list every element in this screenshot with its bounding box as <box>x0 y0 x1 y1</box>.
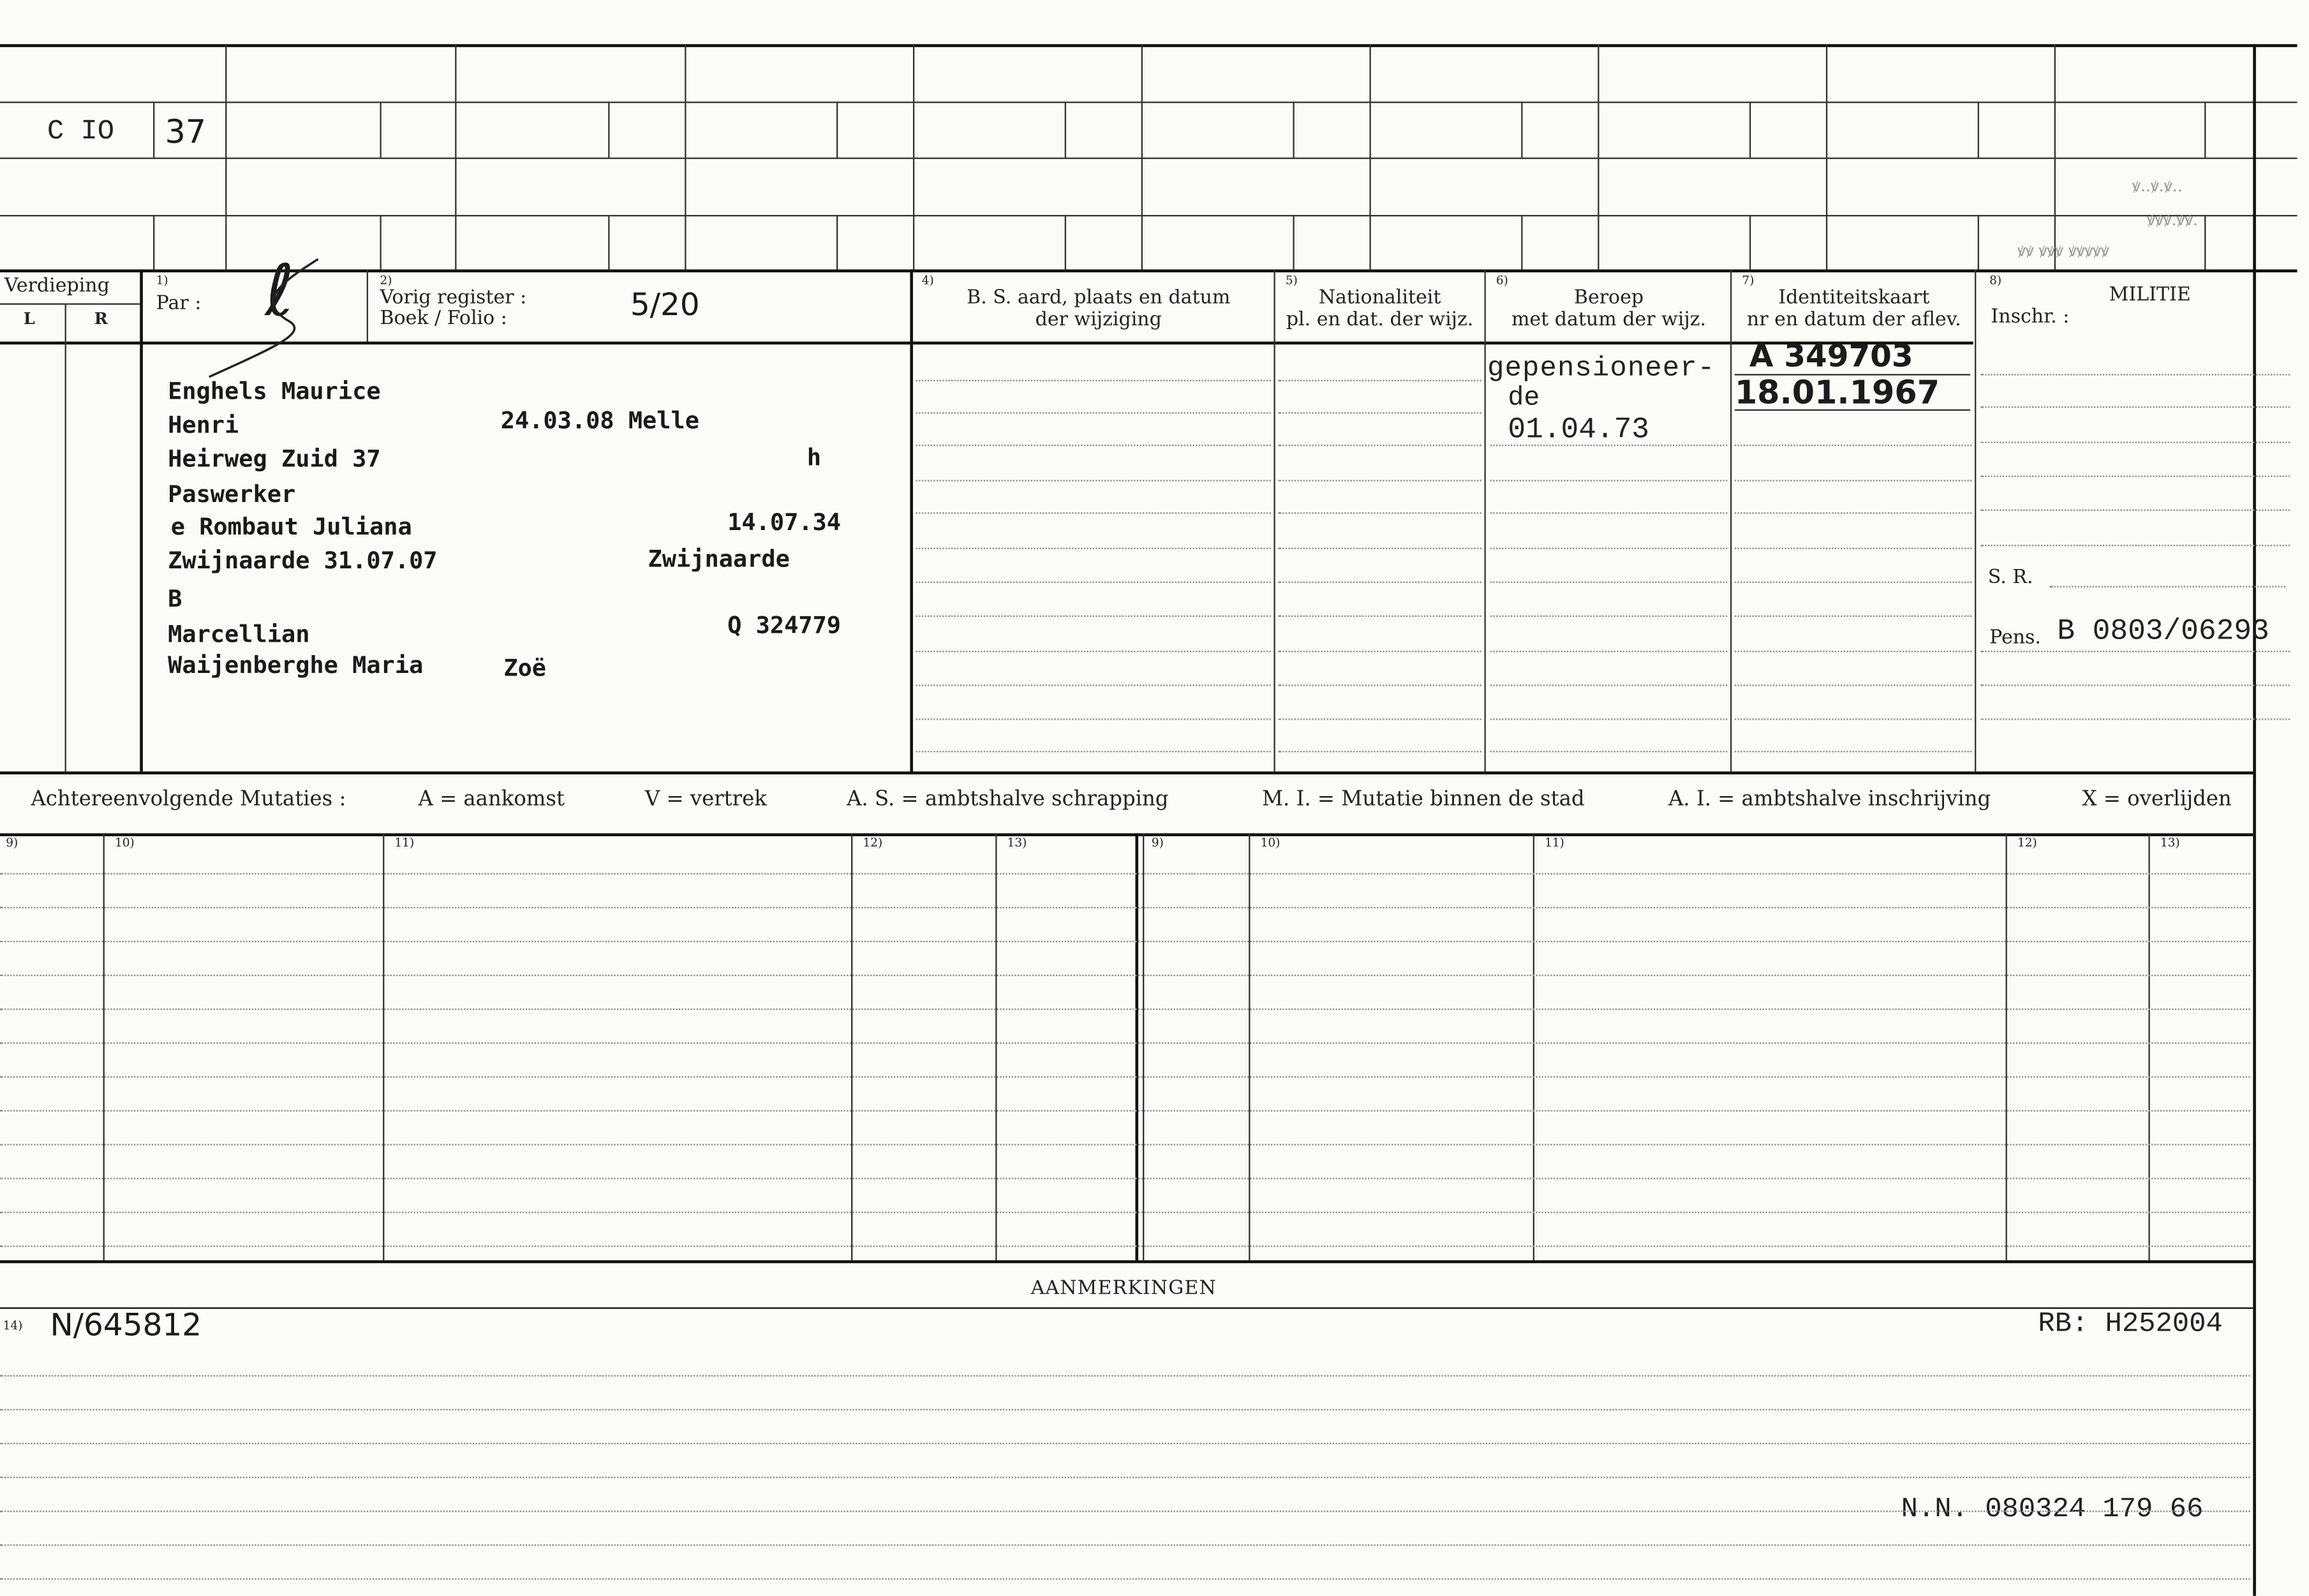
grid-divider <box>1273 269 1275 771</box>
grid-divider <box>153 101 154 158</box>
legend-ai: A. I. = ambtshalve inschrijving <box>1668 787 1991 811</box>
marriage-date: 14.07.34 <box>727 508 842 536</box>
mutatie-row-line <box>0 1246 2250 1247</box>
mutatie-divider <box>383 833 384 1260</box>
entry-line <box>1980 510 2290 511</box>
grid-divider <box>2204 215 2206 269</box>
entry-line <box>1490 651 1728 652</box>
entry-line <box>1278 548 1481 549</box>
rb-number: RB: H252004 <box>2038 1307 2223 1340</box>
inschr-label: Inschr. : <box>1991 306 2070 329</box>
beroep-date: 01.04.73 <box>1508 413 1649 448</box>
mutaties-bottom-line <box>0 1260 2253 1264</box>
col5-label-line1: Nationaliteit <box>1318 287 1441 309</box>
remark-line <box>0 1544 2250 1546</box>
mutatie-row-line <box>0 1178 2250 1179</box>
beroep-line2: de <box>1508 384 1540 414</box>
mutaties-header-line <box>0 833 2253 836</box>
col1-number: 1) <box>156 274 168 288</box>
remark-line <box>0 1375 2250 1377</box>
grid-divider <box>910 269 913 771</box>
mutatie-col-number: 9) <box>6 836 19 850</box>
mutatie-col-number: 10) <box>115 836 135 850</box>
grid-divider <box>836 215 838 269</box>
mutatie-col-number: 13) <box>2160 836 2180 850</box>
grid-divider <box>65 303 66 771</box>
mutatie-col-number: 9) <box>1151 836 1164 850</box>
grid-divider <box>1598 44 1599 269</box>
col6-label <box>1487 287 1730 331</box>
grid-divider <box>153 215 154 269</box>
col8-number: 8) <box>1989 274 2002 288</box>
mutatie-row-line <box>0 873 2250 875</box>
entry-line <box>1490 512 1728 514</box>
entry-line <box>1980 718 2290 720</box>
entry-line <box>1735 480 1972 481</box>
remark-line <box>0 1443 2250 1444</box>
grid-divider <box>455 44 456 269</box>
entry-line <box>916 412 1271 413</box>
grid-line <box>0 303 142 304</box>
grid-divider <box>913 44 914 269</box>
entry-line <box>1278 718 1481 720</box>
legend-mi: M. I. = Mutatie binnen de stad <box>1261 787 1585 811</box>
mutatie-row-line <box>0 975 2250 976</box>
col5-number: 5) <box>1285 274 1298 288</box>
father-name: Marcellian <box>168 619 310 648</box>
entry-line <box>916 582 1271 583</box>
id-card-date: 18.01.1967 <box>1734 375 1940 413</box>
grid-divider <box>1065 215 1066 269</box>
grid-divider <box>1978 101 1979 158</box>
col6-number: 6) <box>1496 274 1508 288</box>
entry-line <box>1735 684 1972 686</box>
entry-line <box>1278 480 1481 481</box>
spouse-birthplace: Zwijnaarde <box>648 544 790 573</box>
entry-line <box>1278 684 1481 686</box>
col7-label-line2: nr en datum der aflev. <box>1746 309 1961 332</box>
pens-label: Pens. <box>1989 627 2041 649</box>
grid-divider <box>367 269 368 341</box>
mutatie-col-number: 11) <box>1545 836 1564 850</box>
entry-line <box>1980 406 2290 408</box>
col4-label-line2: der wijziging <box>1035 309 1162 332</box>
entry-line <box>1980 374 2290 375</box>
grid-divider <box>140 269 143 771</box>
par-label: Par : <box>156 293 202 315</box>
entry-line <box>1490 582 1728 583</box>
grid-divider <box>1978 215 1979 269</box>
entry-line <box>916 651 1271 652</box>
person-sex: h <box>806 443 822 471</box>
mutatie-row-line <box>0 1009 2250 1010</box>
entry-line <box>1490 480 1728 481</box>
grid-divider <box>1975 269 1976 771</box>
entry-line <box>1278 651 1481 652</box>
entry-line <box>1735 751 1972 752</box>
entry-line <box>1278 616 1481 617</box>
entry-line <box>1490 684 1728 686</box>
mother-extra: Zoë <box>503 653 547 682</box>
person-surname: Enghels Maurice <box>168 376 381 405</box>
grid-divider <box>1749 101 1751 158</box>
grid-divider <box>1730 269 1732 771</box>
mutatie-row-line <box>0 1076 2250 1077</box>
grid-divider <box>1293 215 1294 269</box>
legend-x: X = overlijden <box>2082 787 2232 811</box>
entry-line <box>1980 545 2290 546</box>
grid-divider <box>1484 269 1485 771</box>
nn-number: N.N. 080324 179 66 <box>1901 1493 2204 1526</box>
entry-line <box>1490 548 1728 549</box>
col5-label-line2: pl. en dat. der wijz. <box>1286 309 1474 332</box>
mutatie-divider <box>2148 833 2149 1260</box>
entry-line <box>1735 512 1972 514</box>
entry-line <box>916 380 1271 381</box>
remark-line <box>0 1511 2250 1512</box>
grid-divider <box>225 44 226 269</box>
mutatie-divider <box>1533 833 1534 1260</box>
grid-divider <box>608 215 609 269</box>
entry-line <box>1735 616 1972 617</box>
aanmerkingen-line <box>0 1308 2253 1309</box>
par-pen-stroke <box>177 250 353 397</box>
entry-line <box>1278 582 1481 583</box>
col4-label-line1: B. S. aard, plaats en datum <box>967 287 1231 309</box>
grid-divider <box>1749 215 1751 269</box>
aanmerkingen-title: AANMERKINGEN <box>1030 1278 1217 1300</box>
grid-divider <box>1293 101 1294 158</box>
mutatie-row-line <box>0 907 2250 908</box>
mutatie-col-number: 13) <box>1007 836 1027 850</box>
entry-line <box>1735 718 1972 720</box>
grid-line <box>0 101 2297 103</box>
legend-v: V = vertrek <box>644 787 767 811</box>
mutatie-col-number: 12) <box>863 836 883 850</box>
entry-line <box>916 480 1271 481</box>
legend-as: A. S. = ambtshalve schrapping <box>847 787 1169 811</box>
entry-line <box>1490 718 1728 720</box>
person-birth: 24.03.08 Melle <box>500 406 699 434</box>
entry-line <box>916 718 1271 720</box>
mutatie-row-line <box>0 1042 2250 1044</box>
grid-divider <box>1369 44 1370 269</box>
mutatie-col-number: 10) <box>1260 836 1281 850</box>
militie-label: MILITIE <box>2109 284 2191 307</box>
id-card-number: A 349703 <box>1749 338 1913 374</box>
entry-line <box>916 512 1271 514</box>
faded-stamp-text: ꝟꝟ ꝟꝟꝟ ꝟꝟꝟꝟꝟ <box>2017 241 2109 261</box>
beroep-line1: gepensioneer- <box>1487 351 1716 385</box>
mutatie-divider <box>1135 833 1138 1260</box>
entry-line <box>1980 441 2290 443</box>
nationality-code: B <box>168 584 182 613</box>
col6-label-line2: met datum der wijz. <box>1511 309 1706 332</box>
col6-label-line1: Beroep <box>1573 287 1644 309</box>
entry-line <box>1278 412 1481 413</box>
entry-line <box>916 684 1271 686</box>
mutaties-top-line <box>0 771 2253 774</box>
entry-line <box>1980 684 2290 686</box>
col4-label <box>924 287 1272 331</box>
faded-stamp-text: ꝟꝟꝟ.ꝟꝟ. <box>2147 211 2199 230</box>
col7-number: 7) <box>1742 274 1755 288</box>
faded-stamp-text: ꝟ..ꝟ.ꝟ.. <box>2132 176 2183 196</box>
mutatie-divider <box>851 833 852 1260</box>
entry-line <box>1735 582 1972 583</box>
remark-line <box>0 1477 2250 1478</box>
grid-line <box>0 158 2297 159</box>
entry-line <box>1490 616 1728 617</box>
col5-label <box>1275 287 1485 331</box>
col7-label-line1: Identiteitskaart <box>1778 287 1930 309</box>
col4-number: 4) <box>921 274 934 288</box>
spouse-name: e Rombaut Juliana <box>170 512 412 541</box>
sr-line <box>2050 586 2285 587</box>
sr-label: S. R. <box>1987 566 2033 589</box>
grid-divider <box>1521 101 1522 158</box>
mutatie-col-number: 11) <box>394 836 415 850</box>
grid-divider <box>1141 44 1143 269</box>
entry-line <box>916 616 1271 617</box>
verdieping-left: L <box>23 309 35 329</box>
grid-divider <box>836 101 838 158</box>
mutatie-divider <box>1143 833 1144 1260</box>
entry-line <box>916 445 1271 446</box>
mutatie-row-line <box>0 1110 2250 1111</box>
col7-label <box>1734 287 1975 331</box>
top-border <box>0 44 2297 47</box>
remark-line <box>0 1409 2250 1410</box>
grid-divider <box>1521 215 1522 269</box>
verdieping-right: R <box>94 309 108 329</box>
pens-value: B 0803/06293 <box>2057 615 2269 649</box>
grid-line <box>0 215 2297 216</box>
mutatie-divider <box>1249 833 1250 1260</box>
right-border <box>2253 44 2256 1596</box>
vorig-register-label: Vorig register : <box>380 287 527 309</box>
mutatie-row-line <box>0 1144 2250 1145</box>
mutatie-col-number: 12) <box>2017 836 2037 850</box>
aanmerkingen-number: 14) <box>3 1319 23 1333</box>
legend-a: A = aankomst <box>418 787 565 811</box>
grid-divider <box>2204 101 2206 158</box>
grid-divider <box>685 44 686 269</box>
person-address: Heirweg Zuid 37 <box>168 445 381 473</box>
remark-line <box>0 1578 2250 1579</box>
mutatie-divider <box>995 833 997 1260</box>
entry-line <box>1735 445 1972 446</box>
mutatie-row-line <box>0 941 2250 942</box>
entry-line <box>1278 445 1481 446</box>
grid-divider <box>380 101 381 158</box>
col2-number: 2) <box>380 274 392 288</box>
aanmerkingen-value: N/645812 <box>50 1307 202 1343</box>
father-id: Q 324779 <box>727 610 842 639</box>
entry-line <box>1278 751 1481 752</box>
par-value: ℓ <box>265 250 295 333</box>
entry-line <box>1490 751 1728 752</box>
entry-line <box>1980 651 2290 652</box>
grid-divider <box>380 215 381 269</box>
mutaties-title: Achtereenvolgende Mutaties : <box>31 787 346 811</box>
mutatie-divider <box>2005 833 2007 1260</box>
spouse-birth: Zwijnaarde 31.07.07 <box>168 546 438 575</box>
mutatie-divider <box>103 833 105 1260</box>
grid-divider <box>2054 44 2056 269</box>
entry-line <box>916 548 1271 549</box>
boek-folio-value: 5/20 <box>630 287 700 323</box>
mother-name: Waijenberghe Maria <box>168 651 424 679</box>
entry-line <box>1735 651 1972 652</box>
grid-divider <box>608 101 609 158</box>
entry-line <box>1278 380 1481 381</box>
entry-line <box>1735 548 1972 549</box>
card-number: 37 <box>165 115 207 152</box>
person-given-name: Henri <box>168 410 239 439</box>
entry-line <box>916 751 1271 752</box>
grid-divider <box>1826 44 1827 269</box>
verdieping-label: Verdieping <box>4 275 110 298</box>
grid-divider <box>1065 101 1066 158</box>
entry-line <box>1278 512 1481 514</box>
boek-folio-label: Boek / Folio : <box>380 307 507 330</box>
person-occupation: Paswerker <box>168 480 296 508</box>
mutatie-row-line <box>0 1211 2250 1213</box>
entry-line <box>1980 475 2290 477</box>
card-code: C IO <box>47 115 115 147</box>
